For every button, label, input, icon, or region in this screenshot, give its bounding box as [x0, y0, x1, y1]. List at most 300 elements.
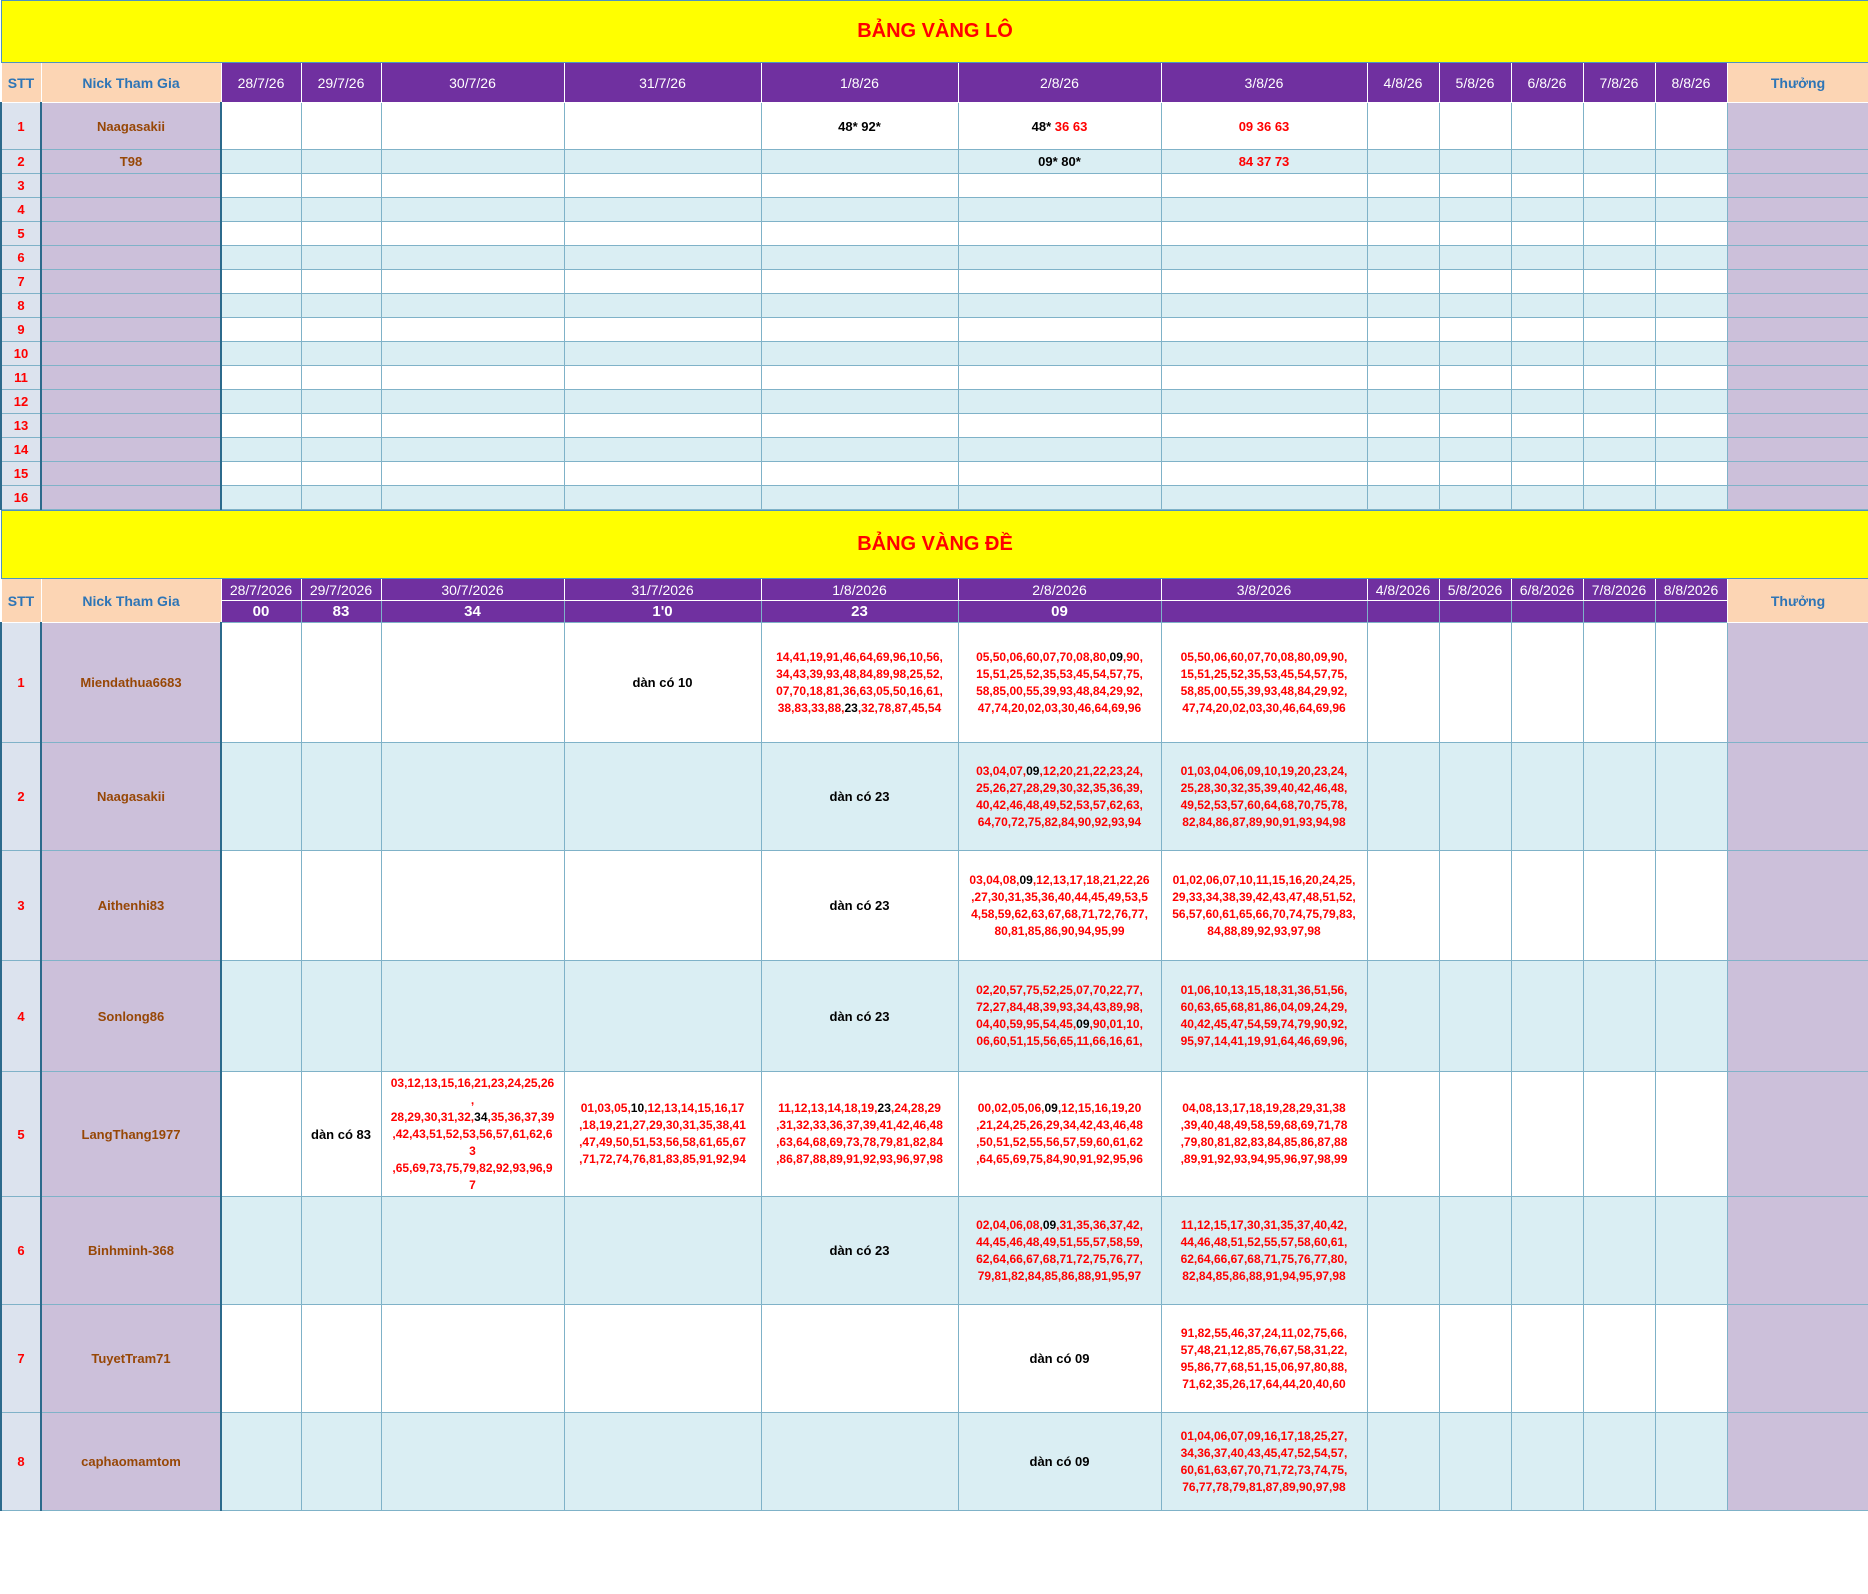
de-header-date: 7/8/2026: [1583, 579, 1655, 601]
de-entry-cell: [301, 743, 381, 851]
number-text: ,64,65,69,75,84,90,91,92,95,96: [976, 1152, 1143, 1166]
lo-entry-cell: [1583, 366, 1655, 390]
de-header-date: 1/8/2026: [761, 579, 958, 601]
number-text: ,31,32,33,36,37,39,41,42,46,48: [776, 1118, 943, 1132]
number-text: 84,88,89,92,93,97,98: [1207, 923, 1321, 938]
lo-entry-cell: [564, 462, 761, 486]
de-entry-cell: [761, 1072, 958, 1197]
lo-entry-cell: [381, 246, 564, 270]
de-entry-cell: [761, 851, 958, 961]
lo-entry-cell: [1655, 462, 1727, 486]
number-list: [565, 1100, 761, 1168]
lo-header-date: 1/8/26: [761, 63, 958, 103]
de-entry-cell: [301, 1305, 381, 1413]
de-header-stt: STT: [1, 579, 41, 623]
number-text: 03,04,07,: [976, 763, 1027, 778]
de-entry-cell: [1655, 1072, 1727, 1197]
lo-entry-cell: [1655, 246, 1727, 270]
number-list: [1162, 763, 1367, 831]
lo-table-row: [1, 270, 1868, 294]
lo-entry-cell: [958, 462, 1161, 486]
lo-title: BẢNG VÀNG LÔ: [1, 1, 1868, 63]
lo-entry-cell: [761, 342, 958, 366]
lo-nick-cell: [41, 438, 221, 462]
lo-entry-cell: [301, 246, 381, 270]
de-table-row: [1, 1413, 1868, 1511]
lo-entry-cell: [381, 198, 564, 222]
de-entry-cell: [221, 623, 301, 743]
de-stt-cell: 7: [1, 1305, 41, 1413]
lo-entry-cell: [221, 318, 301, 342]
lo-entry-cell: [1161, 150, 1367, 174]
hit-number: 09: [1019, 872, 1033, 887]
number-text: 82,84,85,86,88,91,94,95,97,98: [1182, 1268, 1346, 1283]
de-entry-cell: [1161, 623, 1367, 743]
de-stt-cell: 4: [1, 961, 41, 1072]
lo-thuong-cell: [1727, 318, 1868, 342]
de-entry-cell: [1367, 961, 1439, 1072]
lo-nick-cell: [41, 390, 221, 414]
lo-entry-cell: [1367, 342, 1439, 366]
number-text: 01,03,05,: [580, 1101, 631, 1115]
de-entry-cell: [1583, 1413, 1655, 1511]
lo-entry-text: 48* 92*: [838, 118, 881, 134]
lo-entry-cell: [958, 414, 1161, 438]
lo-entry-cell: [1367, 174, 1439, 198]
de-entry-cell: [1655, 1305, 1727, 1413]
number-text: ,24,28,29: [890, 1101, 941, 1115]
number-text: 03,12,13,15,16,21,23,24,25,26: [390, 1075, 555, 1090]
de-entry-cell: [1161, 961, 1367, 1072]
number-text: 11,12,15,17,30,31,35,37,40,42,: [1180, 1217, 1348, 1232]
lo-entry-cell: [1161, 246, 1367, 270]
hit-number: 09: [1076, 1017, 1090, 1031]
lo-entry-cell: [381, 174, 564, 198]
lo-entry-cell: [1583, 198, 1655, 222]
de-header-nick: Nick Tham Gia: [41, 579, 221, 623]
lo-table-row: [1, 462, 1868, 486]
number-list: [1162, 1217, 1367, 1285]
de-entry-cell: [761, 743, 958, 851]
number-text: 72,27,84,48,39,93,34,43,89,98,: [976, 1000, 1143, 1014]
lo-entry-cell: [1439, 150, 1511, 174]
number-text: ,21,24,25,26,29,34,42,43,46,48: [976, 1118, 1143, 1132]
lo-entry-cell: [1583, 270, 1655, 294]
de-entry-cell: [1583, 961, 1655, 1072]
de-entry-cell: [381, 961, 564, 1072]
lo-entry-cell: [381, 222, 564, 246]
lo-entry-cell: [1367, 222, 1439, 246]
lo-entry-cell: [958, 342, 1161, 366]
hit-number: 23: [844, 700, 858, 715]
lo-entry-cell: [301, 390, 381, 414]
lo-entry-text: 09 36 63: [1238, 118, 1290, 134]
lo-entry-cell: [958, 438, 1161, 462]
lo-thuong-cell: [1727, 246, 1868, 270]
lo-entry-cell: [564, 342, 761, 366]
lo-entry-cell: [1655, 198, 1727, 222]
dan-note: dàn có 23: [829, 898, 890, 913]
number-text: 7: [469, 1177, 476, 1192]
number-list: [1162, 872, 1367, 940]
lo-entry-cell: [1511, 438, 1583, 462]
lo-entry-cell: [564, 390, 761, 414]
lo-entry-cell: [381, 486, 564, 510]
de-entry-cell: [1583, 1197, 1655, 1305]
de-entry-cell: [221, 743, 301, 851]
number-text: 49,52,53,57,60,64,68,70,75,78,: [1180, 797, 1348, 812]
de-entry-cell: [381, 1072, 564, 1197]
number-text: 06,60,51,15,56,65,11,66,16,61,: [976, 1034, 1143, 1048]
de-entry-cell: [1161, 1072, 1367, 1197]
de-entry-cell: [1161, 1305, 1367, 1413]
number-text: ,39,40,48,49,58,59,68,69,71,78: [1180, 1118, 1348, 1132]
de-entry-cell: [221, 961, 301, 1072]
hit-number: 34: [474, 1109, 488, 1124]
lo-entry-cell: [1161, 198, 1367, 222]
de-entry-cell: [1655, 623, 1727, 743]
lo-entry-cell: [761, 103, 958, 150]
number-list: [959, 982, 1161, 1050]
number-text: 60,63,65,68,81,86,04,09,24,29,: [1180, 1000, 1348, 1014]
lo-entry-cell: [1511, 150, 1583, 174]
lo-entry-cell: [1655, 222, 1727, 246]
de-entry-cell: [381, 1305, 564, 1413]
lo-entry-cell: [1161, 294, 1367, 318]
number-list: [1162, 1428, 1367, 1496]
number-text: 38,83,33,88,: [777, 700, 845, 715]
number-text: 15,51,25,52,35,53,45,54,57,75,: [976, 666, 1143, 681]
lo-header-date: 8/8/26: [1655, 63, 1727, 103]
de-nick-cell: Miendathua6683: [41, 623, 221, 743]
number-text: 25,26,27,28,29,30,32,35,36,39,: [976, 780, 1143, 795]
de-stt-cell: 2: [1, 743, 41, 851]
lo-entry-cell: [1161, 342, 1367, 366]
lo-table-row: [1, 174, 1868, 198]
lo-entry-cell: [1439, 222, 1511, 246]
lo-nick-cell: [41, 414, 221, 438]
de-thuong-cell: [1727, 623, 1868, 743]
de-thuong-cell: [1727, 743, 1868, 851]
number-text: 58,85,00,55,39,93,48,84,29,92,: [1180, 683, 1348, 698]
lo-entry-cell: [221, 342, 301, 366]
de-thuong-cell: [1727, 1197, 1868, 1305]
number-text: 01,02,06,07,10,11,15,16,20,24,25,: [1172, 872, 1356, 887]
de-header-date: 29/7/2026: [301, 579, 381, 601]
lo-table-row: [1, 390, 1868, 414]
number-text: 11,12,13,14,18,19,: [778, 1101, 878, 1115]
de-entry-cell: [1511, 1197, 1583, 1305]
de-entry-cell: [958, 1197, 1161, 1305]
lo-entry-cell: [761, 246, 958, 270]
de-entry-cell: [1583, 1072, 1655, 1197]
lo-entry-cell: [1367, 486, 1439, 510]
lo-entry-cell: [1655, 150, 1727, 174]
lo-entry-cell: [1367, 270, 1439, 294]
de-entry-cell: [761, 1305, 958, 1413]
lo-entry-cell: [564, 222, 761, 246]
lo-entry-cell: [221, 174, 301, 198]
de-thuong-cell: [1727, 1413, 1868, 1511]
de-nick-cell: Naagasakii: [41, 743, 221, 851]
lo-header-date: 2/8/26: [958, 63, 1161, 103]
lo-table-row: [1, 486, 1868, 510]
lo-nick-cell: Naagasakii: [41, 103, 221, 150]
de-entry-cell: [1367, 1413, 1439, 1511]
lo-entry-cell: [1655, 294, 1727, 318]
number-text: 29,33,34,38,39,42,43,47,48,51,52,: [1172, 889, 1356, 904]
number-text: 34,36,37,40,43,45,47,52,54,57,: [1180, 1445, 1348, 1460]
de-table-row: [1, 961, 1868, 1072]
de-entry-cell: [221, 1072, 301, 1197]
number-list: [1162, 649, 1367, 717]
lo-entry-cell: [761, 198, 958, 222]
number-text: ,50,51,52,55,56,57,59,60,61,62: [976, 1135, 1143, 1149]
lo-nick-cell: [41, 174, 221, 198]
number-list: [1162, 1325, 1367, 1393]
de-nick-cell: caphaomamtom: [41, 1413, 221, 1511]
lo-entry-cell: [301, 150, 381, 174]
number-list: [390, 1075, 556, 1194]
lo-entry-cell: [761, 222, 958, 246]
lo-entry-cell: [958, 103, 1161, 150]
number-text: ,90,: [1122, 649, 1143, 664]
lo-entry-cell: [564, 174, 761, 198]
lo-entry-cell: [301, 270, 381, 294]
lo-entry-cell: [1511, 174, 1583, 198]
lo-table-row: [1, 414, 1868, 438]
de-entry-cell: [564, 1305, 761, 1413]
lo-stt-cell: 11: [1, 366, 41, 390]
de-result: 23: [761, 601, 958, 623]
lo-entry-cell: [1439, 366, 1511, 390]
de-entry-cell: [1439, 1305, 1511, 1413]
de-entry-cell: [564, 1197, 761, 1305]
de-entry-cell: [381, 623, 564, 743]
lo-entry-cell: [1583, 103, 1655, 150]
number-text: 95,97,14,41,19,91,64,46,69,96,: [1180, 1034, 1348, 1048]
lo-thuong-cell: [1727, 270, 1868, 294]
de-entry-cell: [1367, 851, 1439, 961]
lo-thuong-cell: [1727, 150, 1868, 174]
lo-entry-cell: [1367, 438, 1439, 462]
number-text: ,86,87,88,89,91,92,93,96,97,98: [776, 1152, 943, 1166]
de-entry-cell: [1161, 851, 1367, 961]
number-text: 91,82,55,46,37,24,11,02,75,66,: [1180, 1325, 1348, 1340]
lo-header-date: 7/8/26: [1583, 63, 1655, 103]
number-text: 14,41,19,91,46,64,69,96,10,56,: [776, 649, 943, 664]
lo-entry-cell: [301, 462, 381, 486]
lo-nick-cell: [41, 342, 221, 366]
de-table-row: [1, 743, 1868, 851]
number-text: ,47,49,50,51,53,56,58,61,65,67: [579, 1135, 746, 1149]
lo-entry-cell: [221, 294, 301, 318]
lo-entry-cell: [761, 486, 958, 510]
lo-entry-cell: [381, 270, 564, 294]
de-entry-cell: [221, 851, 301, 961]
de-entry-cell: [1439, 1413, 1511, 1511]
lo-nick-cell: [41, 294, 221, 318]
dan-note: dàn có 09: [1029, 1351, 1090, 1366]
lo-entry-cell: [1583, 438, 1655, 462]
lo-entry-cell: [761, 438, 958, 462]
de-entry-cell: [381, 1413, 564, 1511]
lo-entry-cell: [1439, 318, 1511, 342]
number-text: 04,40,59,95,54,45,: [976, 1017, 1077, 1031]
lo-stt-cell: 10: [1, 342, 41, 366]
de-entry-cell: [1439, 1072, 1511, 1197]
number-text: 80,81,85,86,90,94,95,99: [994, 923, 1125, 938]
de-entry-cell: [1511, 1413, 1583, 1511]
de-table-row: [1, 623, 1868, 743]
de-entry-cell: [221, 1197, 301, 1305]
de-entry-cell: [1367, 623, 1439, 743]
lo-entry-cell: [1439, 438, 1511, 462]
number-list: [959, 763, 1161, 831]
de-entry-cell: [1511, 743, 1583, 851]
de-stt-cell: 5: [1, 1072, 41, 1197]
lo-stt-cell: 2: [1, 150, 41, 174]
number-text: 01,03,04,06,09,10,19,20,23,24,: [1180, 763, 1348, 778]
number-text: 58,85,00,55,39,93,48,84,29,92,: [976, 683, 1143, 698]
lo-header-date: 4/8/26: [1367, 63, 1439, 103]
number-text: ,35,36,37,39: [487, 1109, 555, 1124]
lo-entry-cell: [761, 390, 958, 414]
de-stt-cell: 3: [1, 851, 41, 961]
de-entry-cell: [958, 623, 1161, 743]
lo-nick-cell: [41, 270, 221, 294]
number-text: 3: [469, 1143, 476, 1158]
number-text: 4,58,59,62,63,67,68,71,72,76,77,: [971, 906, 1148, 921]
dan-note: dàn có 23: [829, 1008, 890, 1024]
lo-header-date: 30/7/26: [381, 63, 564, 103]
lo-entry-cell: [381, 438, 564, 462]
lo-thuong-cell: [1727, 414, 1868, 438]
de-result: 09: [958, 601, 1161, 623]
de-entry-cell: [1439, 1197, 1511, 1305]
de-entry-cell: [564, 851, 761, 961]
number-text: ,63,64,68,69,73,78,79,81,82,84: [776, 1135, 943, 1149]
lo-entry-cell: [564, 103, 761, 150]
de-entry-cell: [958, 1305, 1161, 1413]
lo-entry-cell: [1161, 270, 1367, 294]
lo-entry-cell: [1439, 294, 1511, 318]
lo-table-row: [1, 366, 1868, 390]
lo-entry-cell: [1583, 318, 1655, 342]
de-result: [1367, 601, 1439, 623]
lo-header-nick: Nick Tham Gia: [41, 63, 221, 103]
lo-entry-cell: [958, 246, 1161, 270]
de-result: 00: [221, 601, 301, 623]
de-entry-cell: [301, 623, 381, 743]
de-entry-cell: [301, 961, 381, 1072]
lo-entry-cell: [1655, 342, 1727, 366]
lo-entry-cell: [1367, 414, 1439, 438]
de-header-date: 30/7/2026: [381, 579, 564, 601]
de-stt-cell: 8: [1, 1413, 41, 1511]
de-entry-cell: [1511, 851, 1583, 961]
lo-stt-cell: 3: [1, 174, 41, 198]
lo-stt-cell: 14: [1, 438, 41, 462]
number-text: 07,70,18,81,36,63,05,50,16,61,: [776, 683, 943, 698]
lo-entry-cell: [301, 174, 381, 198]
de-entry-cell: [564, 623, 761, 743]
de-table-row: [1, 1072, 1868, 1197]
lo-entry-cell: [301, 222, 381, 246]
lo-table-row: [1, 150, 1868, 174]
lo-entry-cell: [564, 198, 761, 222]
de-table-row: [1, 1305, 1868, 1413]
number-text: 47,74,20,02,03,30,46,64,69,96: [977, 700, 1142, 715]
de-header-date: 3/8/2026: [1161, 579, 1367, 601]
number-text: 47,74,20,02,03,30,46,64,69,96: [1182, 700, 1346, 715]
de-entry-cell: [564, 1413, 761, 1511]
lo-entry-cell: [761, 414, 958, 438]
lo-entry-cell: [1511, 270, 1583, 294]
lo-entry-cell: [1511, 342, 1583, 366]
de-entry-cell: [1655, 1197, 1727, 1305]
de-entry-cell: [1511, 1072, 1583, 1197]
lo-entry-cell: [564, 246, 761, 270]
number-text: 44,45,46,48,49,51,55,57,58,59,: [976, 1234, 1143, 1249]
de-table-row: [1, 1197, 1868, 1305]
de-entry-cell: [1367, 743, 1439, 851]
lo-nick-cell: [41, 486, 221, 510]
lo-entry-cell: [958, 150, 1161, 174]
lo-entry-cell: [1511, 222, 1583, 246]
lo-entry-cell: [301, 318, 381, 342]
de-table-row: [1, 851, 1868, 961]
lo-entry-cell: [1367, 294, 1439, 318]
de-entry-cell: [1367, 1197, 1439, 1305]
number-text: 28,29,30,31,32,: [390, 1109, 475, 1124]
de-entry-cell: [958, 1413, 1161, 1511]
lo-entry-cell: [1439, 246, 1511, 270]
lo-entry-cell: [301, 414, 381, 438]
de-entry-cell: [1511, 1305, 1583, 1413]
hit-number: 09: [1044, 1101, 1058, 1115]
de-entry-cell: [301, 1413, 381, 1511]
lo-entry-cell: [381, 150, 564, 174]
lo-entry-cell: [958, 174, 1161, 198]
lo-entry-cell: [1161, 318, 1367, 342]
de-entry-cell: [1511, 623, 1583, 743]
number-text: ,79,80,81,82,83,84,85,86,87,88: [1180, 1135, 1348, 1149]
overflow-clip: [382, 1072, 564, 1196]
lo-entry-cell: [301, 103, 381, 150]
lo-entry-cell: [761, 318, 958, 342]
number-text: ,12,20,21,22,23,24,: [1039, 763, 1143, 778]
de-entry-cell: [1367, 1305, 1439, 1413]
lo-header-thuong: Thưởng: [1727, 63, 1868, 103]
lo-entry-cell: [301, 438, 381, 462]
lo-entry-cell: [1511, 103, 1583, 150]
de-nick-cell: Aithenhi83: [41, 851, 221, 961]
de-stt-cell: 1: [1, 623, 41, 743]
de-result: 34: [381, 601, 564, 623]
number-text: 40,42,46,48,49,52,53,57,62,63,: [976, 797, 1143, 812]
lo-entry-cell: [1367, 366, 1439, 390]
lo-table-row: [1, 198, 1868, 222]
lo-entry-cell: [1439, 390, 1511, 414]
lo-thuong-cell: [1727, 222, 1868, 246]
lo-entry-cell: [1583, 342, 1655, 366]
number-list: [762, 649, 958, 717]
de-header-date: 4/8/2026: [1367, 579, 1439, 601]
lo-entry-cell: [1367, 103, 1439, 150]
lo-entry-cell: [1583, 246, 1655, 270]
number-text: ,27,30,31,35,36,40,44,45,49,53,5: [971, 889, 1148, 904]
